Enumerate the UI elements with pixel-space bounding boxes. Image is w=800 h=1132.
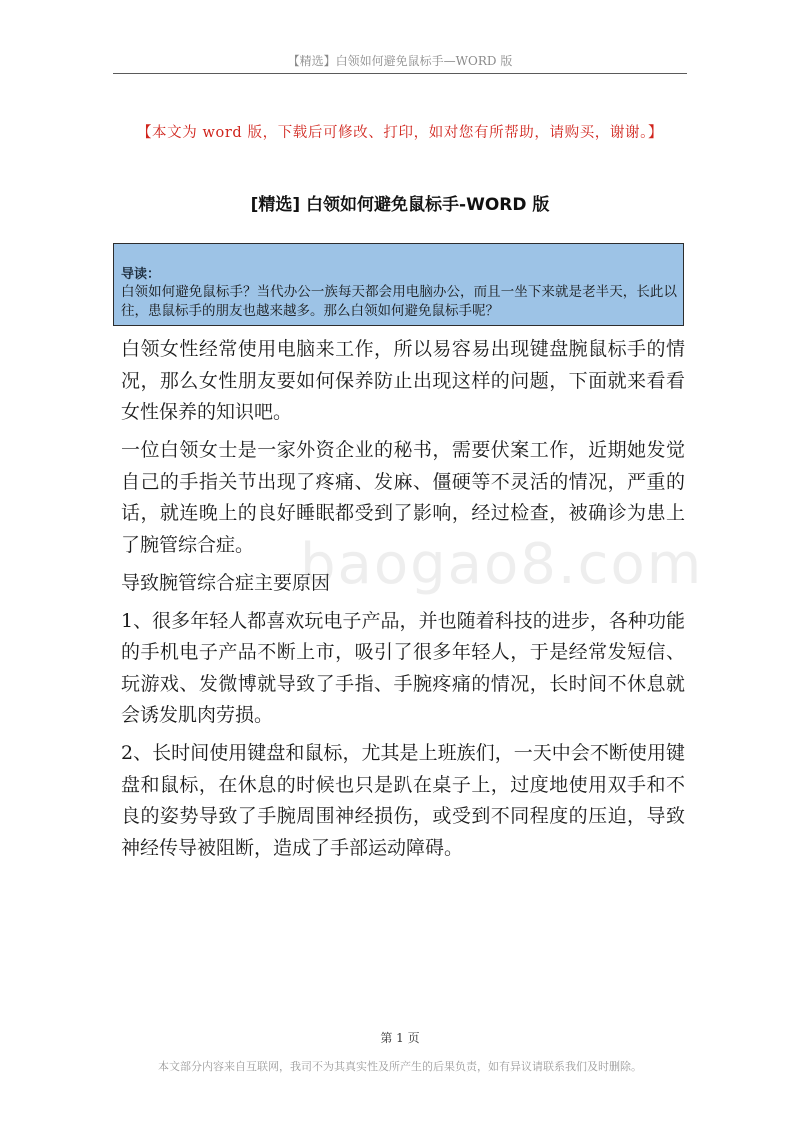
header-divider xyxy=(113,73,687,74)
body-paragraph-cause-1: 1、很多年轻人都喜欢玩电子产品，并也随着科技的进步，各种功能的手机电子产品不断上市，吸引了很多年轻人，于是经常发短信、玩游戏、发微博就导致了手指、手腕疼痛的情况，长时间不休息就会诱发肌肉劳损。 xyxy=(121,609,685,726)
document-body xyxy=(121,334,685,871)
body-paragraph-intro: 白领女性经常使用电脑来工作，所以易容易出现键盘腕鼠标手的情况，那么女性朋友要如何保养防止出现这样的问题，下面就来看看女性保养的知识吧。 xyxy=(121,338,685,423)
body-paragraph-case: 一位白领女士是一家外资企业的秘书，需要伏案工作，近期她发觉自己的手指关节出现了疼痛、发麻、僵硬等不灵活的情况，严重的话，就连晚上的良好睡眠都受到了影响，经过检查，被确诊为患上了腕管综合症。 xyxy=(121,439,685,556)
body-paragraph-cause-2: 2、长时间使用键盘和鼠标，尤其是上班族们，一天中会不断使用键盘和鼠标，在休息的时候也只是趴在桌子上，过度地使用双手和不良的姿势导致了手腕周围神经损伤，或受到不同程度的压迫，导致神经传导被阻断，造成了手部运动障碍。 xyxy=(121,742,685,859)
guide-box xyxy=(113,243,684,326)
guide-label: 导读： xyxy=(121,267,161,282)
document-title: [精选] 白领如何避免鼠标手-WORD 版 xyxy=(250,195,550,215)
guide-text: 白领如何避免鼠标手？当代办公一族每天都会用电脑办公，而且一坐下来就是老半天，长此以往，患鼠标手的朋友也越来越多。那么白领如何避免鼠标手呢？ xyxy=(121,284,677,319)
body-subheading-causes: 导致腕管综合症主要原因 xyxy=(121,571,331,594)
download-notice: 【本文为 word 版，下载后可修改、打印，如对您有所帮助，请购买，谢谢。】 xyxy=(136,125,664,141)
footer-disclaimer: 本文部分内容来自互联网，我司不为其真实性及所产生的后果负责，如有异议请联系我们及时删除。 xyxy=(158,1060,642,1073)
page-number: 第 1 页 xyxy=(380,1031,420,1045)
watermark: baogao8.com xyxy=(300,532,704,597)
running-header: 【精选】白领如何避免鼠标手—WORD 版 xyxy=(287,54,513,68)
